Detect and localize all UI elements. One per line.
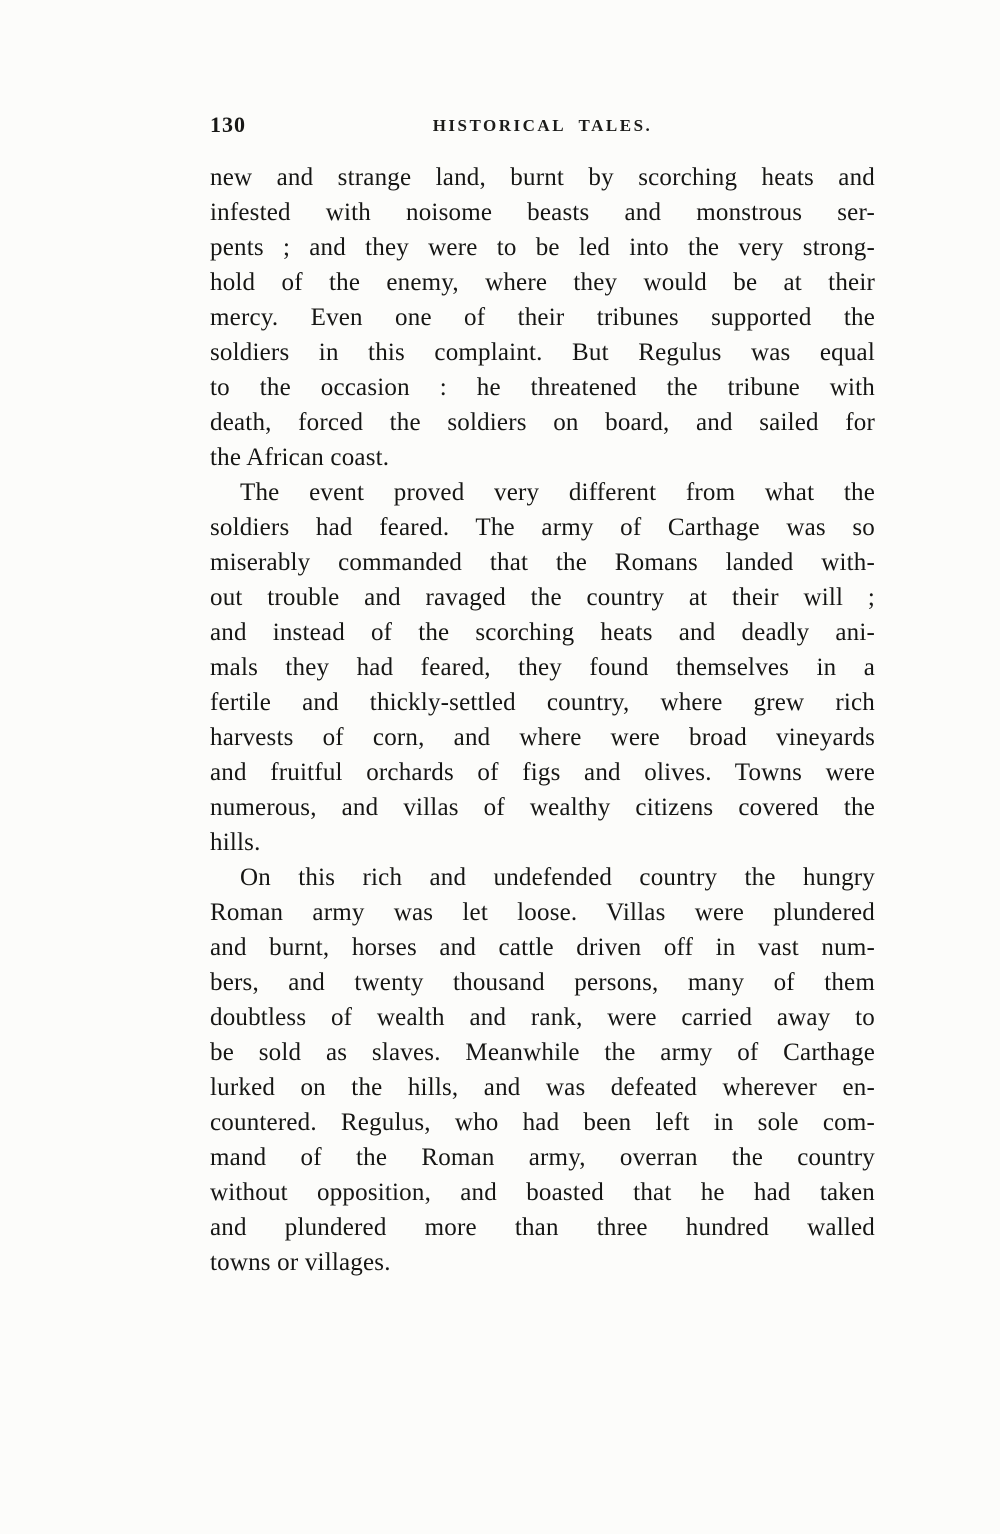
text-line: new and strange land, burnt by scorching heats and [210, 164, 875, 191]
text-line: fertile and thickly-settled country, where grew rich [210, 689, 875, 716]
page-body [210, 160, 875, 1280]
text-line: and plundered more than three hundred walled [210, 1214, 875, 1241]
text-line: numerous, and villas of wealthy citizens covered the [210, 794, 875, 821]
text-line: harvests of corn, and where were broad vineyards [210, 724, 875, 751]
text-line: and instead of the scorching heats and deadly ani- [210, 619, 875, 646]
text-line: infested with noisome beasts and monstrous ser- [210, 199, 875, 226]
text-line: pents ; and they were to be led into the very strong- [210, 234, 875, 261]
text-line: miserably commanded that the Romans landed with- [210, 549, 875, 576]
text-line: mals they had feared, they found themselves in a [210, 654, 875, 681]
text-line: without opposition, and boasted that he had taken [210, 1179, 875, 1206]
text-line: be sold as slaves. Meanwhile the army of Carthage [210, 1039, 875, 1066]
text-line: death, forced the soldiers on board, and sailed for [210, 409, 875, 436]
text-line: soldiers in this complaint. But Regulus was equal [210, 339, 875, 366]
text-line: hold of the enemy, where they would be at their [210, 269, 875, 296]
text-line: to the occasion : he threatened the tribune with [210, 374, 875, 401]
text-line: and burnt, horses and cattle driven off in vast num- [210, 934, 875, 961]
text-line: out trouble and ravaged the country at their will ; [210, 584, 875, 611]
text-line: and fruitful orchards of figs and olives. Towns were [210, 759, 875, 786]
text-line: countered. Regulus, who had been left in sole com- [210, 1109, 875, 1136]
text-line: mand of the Roman army, overran the country [210, 1144, 875, 1171]
text-line: On this rich and undefended country the hungry [240, 864, 875, 891]
text-line: towns or villages. [210, 1249, 391, 1276]
page-number: 130 [210, 112, 246, 137]
text-line: lurked on the hills, and was defeated wherever en- [210, 1074, 875, 1101]
text-line: the African coast. [210, 444, 390, 471]
text-line: bers, and twenty thousand persons, many of them [210, 969, 875, 996]
text-line: The event proved very different from what the [240, 479, 875, 506]
text-line: soldiers had feared. The army of Carthage was so [210, 514, 875, 541]
text-line: mercy. Even one of their tribunes supported the [210, 304, 875, 331]
text-line: Roman army was let loose. Villas were plundered [210, 899, 875, 926]
text-line: hills. [210, 829, 261, 856]
text-line: doubtless of wealth and rank, were carried away to [210, 1004, 875, 1031]
running-title: HISTORICAL TALES. [432, 116, 653, 135]
page-header [210, 112, 875, 140]
